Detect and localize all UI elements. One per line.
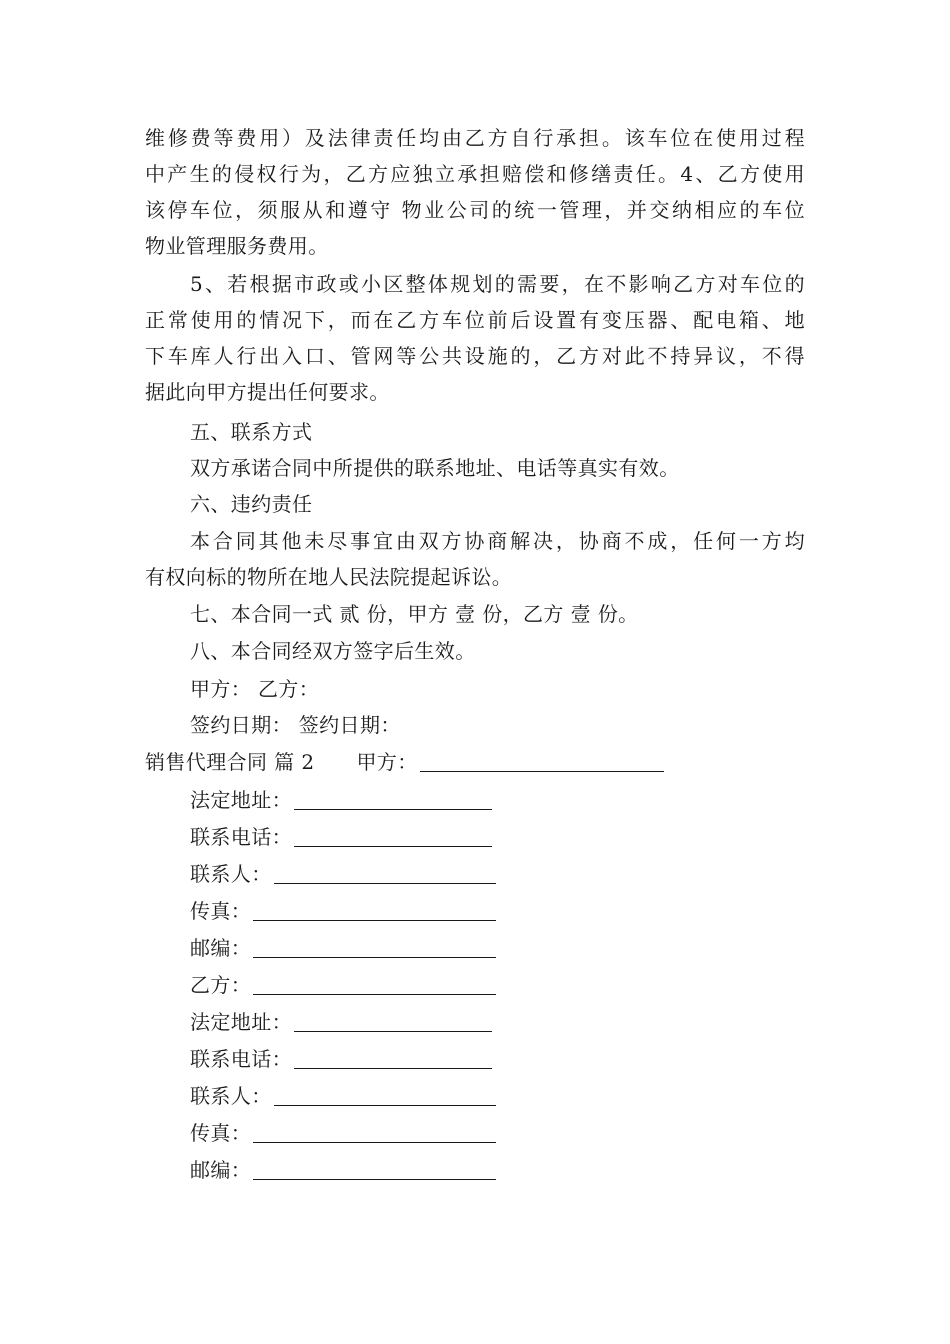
clause-line-1: 维修费等费用）及法律责任均由乙方自行承担。该车位在使用过程 bbox=[145, 126, 805, 150]
party-b-address-row bbox=[190, 1008, 492, 1036]
signature-parties: 甲方： 乙方： bbox=[190, 677, 320, 701]
party-a-fax-label: 传真： bbox=[190, 899, 252, 923]
clause-5-line-1: 5、若根据市政或小区整体规划的需要，在不影响乙方对车位的 bbox=[190, 272, 805, 296]
party-a-zip-label: 邮编： bbox=[190, 936, 252, 960]
contract-2-title: 销售代理合同 篇 2 bbox=[145, 750, 315, 774]
party-b-phone-label: 联系电话： bbox=[190, 1047, 292, 1071]
party-b-contact-blank bbox=[274, 1085, 496, 1106]
party-b-address-label: 法定地址： bbox=[190, 1010, 292, 1034]
party-b-fax-blank bbox=[253, 1122, 496, 1143]
clause-5-line-3: 下车库人行出入口、管网等公共设施的，乙方对此不持异议，不得 bbox=[145, 344, 805, 368]
party-b-row bbox=[190, 971, 496, 999]
section-6-heading: 六、违约责任 bbox=[190, 492, 313, 516]
signature-dates: 签约日期： 签约日期： bbox=[190, 713, 401, 737]
party-b-zip-blank bbox=[253, 1159, 496, 1180]
party-a-phone-blank bbox=[294, 826, 492, 847]
party-a-address-blank bbox=[294, 789, 492, 810]
party-a-zip-row bbox=[190, 934, 496, 962]
party-a-contact-label: 联系人： bbox=[190, 862, 272, 886]
section-5-text: 双方承诺合同中所提供的联系地址、电话等真实有效。 bbox=[190, 456, 680, 480]
party-b-address-blank bbox=[294, 1011, 492, 1032]
party-a-address-row bbox=[190, 786, 492, 814]
party-b-contact-row bbox=[190, 1082, 496, 1110]
party-b-phone-blank bbox=[294, 1048, 492, 1069]
party-b-zip-row bbox=[190, 1156, 496, 1184]
party-a-fax-row bbox=[190, 897, 496, 925]
party-a-blank bbox=[420, 751, 664, 772]
party-b-phone-row bbox=[190, 1045, 492, 1073]
party-b-contact-label: 联系人： bbox=[190, 1084, 272, 1108]
party-a-contact-row bbox=[190, 860, 496, 888]
clause-line-3: 该停车位，须服从和遵守 物业公司的统一管理，并交纳相应的车位 bbox=[145, 198, 805, 222]
section-7-text: 七、本合同一式 贰 份，甲方 壹 份，乙方 壹 份。 bbox=[190, 602, 639, 626]
party-a-contact-blank bbox=[274, 863, 496, 884]
party-b-label: 乙方： bbox=[190, 973, 252, 997]
party-a-address-label: 法定地址： bbox=[190, 788, 292, 812]
contract-2-header bbox=[145, 748, 664, 776]
party-a-zip-blank bbox=[253, 937, 496, 958]
clause-5-line-2: 正常使用的情况下，而在乙方车位前后设置有变压器、配电箱、地 bbox=[145, 308, 805, 332]
party-b-zip-label: 邮编： bbox=[190, 1158, 252, 1182]
party-b-fax-label: 传真： bbox=[190, 1121, 252, 1145]
clause-line-2: 中产生的侵权行为，乙方应独立承担赔偿和修缮责任。4、乙方使用 bbox=[145, 162, 805, 186]
party-a-fax-blank bbox=[253, 900, 496, 921]
section-6-text-line-1: 本合同其他未尽事宜由双方协商解决，协商不成，任何一方均 bbox=[190, 529, 805, 553]
section-5-heading: 五、联系方式 bbox=[190, 420, 313, 444]
clause-line-4: 物业管理服务费用。 bbox=[145, 234, 329, 258]
party-b-fax-row bbox=[190, 1119, 496, 1147]
section-6-text-line-2: 有权向标的物所在地人民法院提起诉讼。 bbox=[145, 565, 513, 589]
section-8-text: 八、本合同经双方签字后生效。 bbox=[190, 639, 476, 663]
party-a-phone-label: 联系电话： bbox=[190, 825, 292, 849]
party-b-blank bbox=[253, 974, 496, 995]
clause-5-line-4: 据此向甲方提出任何要求。 bbox=[145, 380, 390, 404]
party-a-phone-row bbox=[190, 823, 492, 851]
party-a-label: 甲方： bbox=[356, 750, 418, 774]
